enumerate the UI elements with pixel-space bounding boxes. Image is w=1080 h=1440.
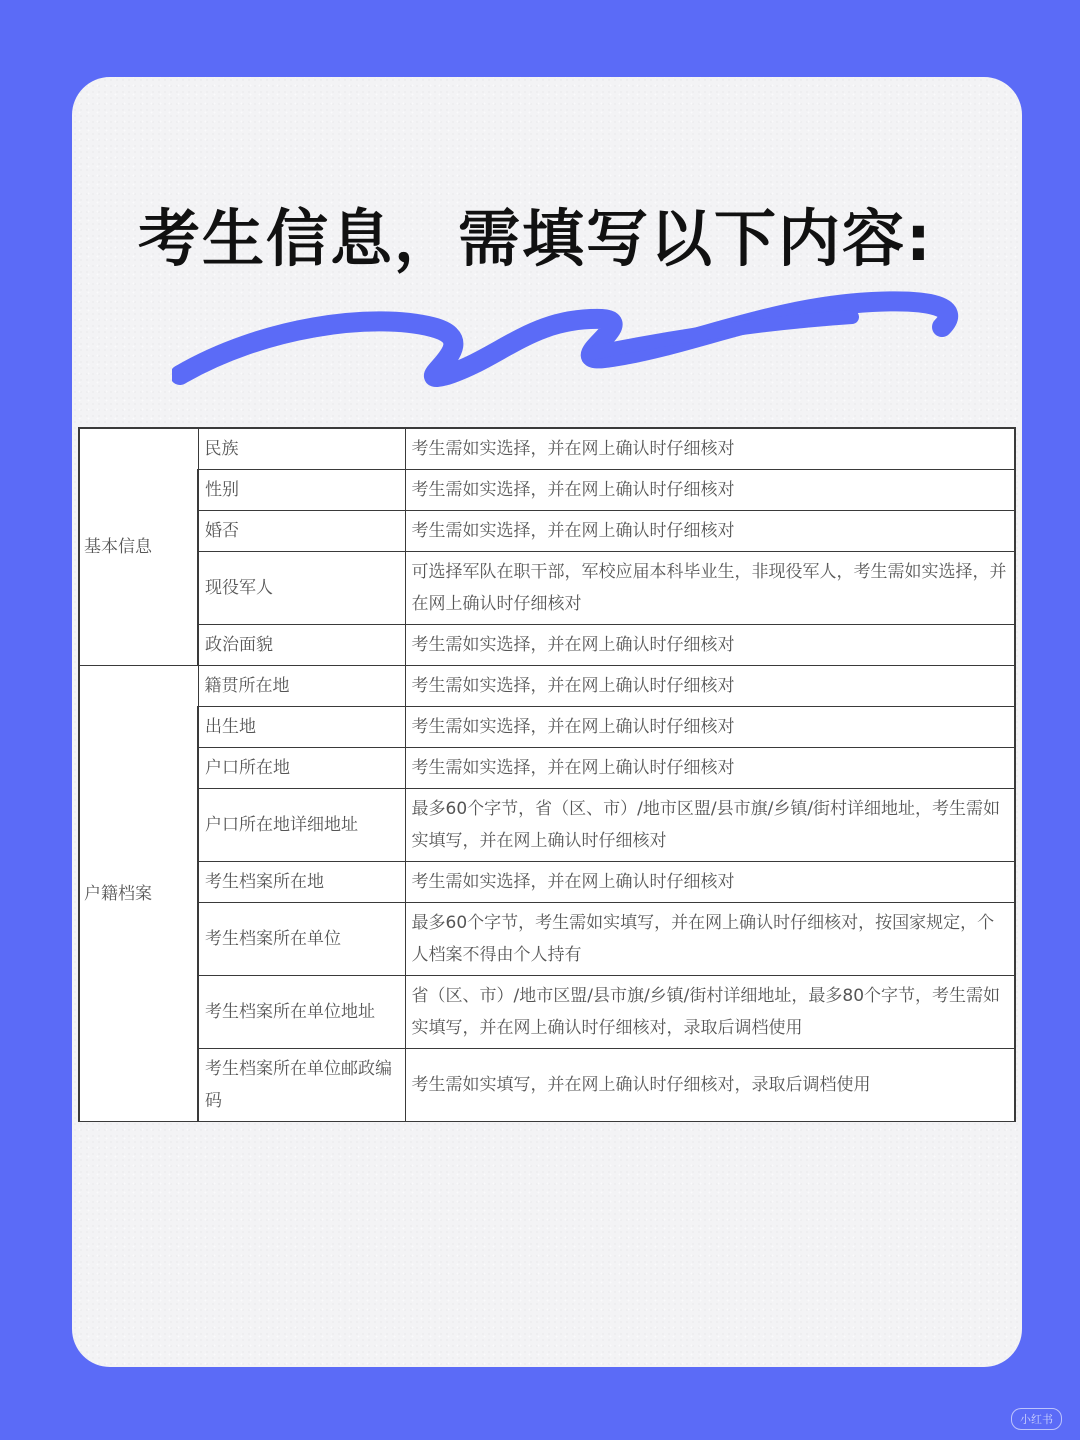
group-label: 基本信息 xyxy=(79,428,198,666)
field-name: 考生档案所在地 xyxy=(198,862,405,903)
table-row xyxy=(79,470,1015,511)
info-table-container xyxy=(78,427,1016,1122)
field-name: 政治面貌 xyxy=(198,625,405,666)
field-description: 最多60个字节，省（区、市）/地市区盟/县市旗/乡镇/街村详细地址，考生需如实填写，并在网上确认时仔细核对 xyxy=(405,789,1015,862)
field-description: 考生需如实选择，并在网上确认时仔细核对 xyxy=(405,470,1015,511)
field-name: 籍贯所在地 xyxy=(198,666,405,707)
table-row xyxy=(79,862,1015,903)
field-name: 户口所在地 xyxy=(198,748,405,789)
field-description: 省（区、市）/地市区盟/县市旗/乡镇/街村详细地址，最多80个字节，考生需如实填写，并在网上确认时仔细核对，录取后调档使用 xyxy=(405,976,1015,1049)
table-row xyxy=(79,428,1015,470)
brush-stroke-decoration xyxy=(172,257,972,407)
field-name: 考生档案所在单位 xyxy=(198,903,405,976)
table-row xyxy=(79,707,1015,748)
field-name: 民族 xyxy=(198,428,405,470)
table-row xyxy=(79,1049,1015,1122)
group-label: 户籍档案 xyxy=(79,666,198,1122)
table-row xyxy=(79,511,1015,552)
field-name: 考生档案所在单位地址 xyxy=(198,976,405,1049)
table-row xyxy=(79,903,1015,976)
field-description: 考生需如实选择，并在网上确认时仔细核对 xyxy=(405,748,1015,789)
field-description: 考生需如实选择，并在网上确认时仔细核对 xyxy=(405,625,1015,666)
field-description: 考生需如实选择，并在网上确认时仔细核对 xyxy=(405,428,1015,470)
table-row xyxy=(79,748,1015,789)
field-description: 考生需如实选择，并在网上确认时仔细核对 xyxy=(405,707,1015,748)
table-row xyxy=(79,976,1015,1049)
field-name: 考生档案所在单位邮政编码 xyxy=(198,1049,405,1122)
table-row xyxy=(79,666,1015,707)
field-name: 婚否 xyxy=(198,511,405,552)
field-name: 性别 xyxy=(198,470,405,511)
field-description: 考生需如实选择，并在网上确认时仔细核对 xyxy=(405,511,1015,552)
table-row xyxy=(79,552,1015,625)
field-name: 现役军人 xyxy=(198,552,405,625)
table-row xyxy=(79,625,1015,666)
field-description: 考生需如实选择，并在网上确认时仔细核对 xyxy=(405,666,1015,707)
field-description: 考生需如实填写，并在网上确认时仔细核对，录取后调档使用 xyxy=(405,1049,1015,1122)
content-card xyxy=(72,77,1022,1367)
watermark: 小红书 xyxy=(1011,1408,1062,1430)
field-description: 最多60个字节，考生需如实填写，并在网上确认时仔细核对，按国家规定，个人档案不得由个人持有 xyxy=(405,903,1015,976)
table-row xyxy=(79,789,1015,862)
page-title: 考生信息，需填写以下内容: xyxy=(138,202,933,275)
field-description: 可选择军队在职干部，军校应届本科毕业生，非现役军人，考生需如实选择，并在网上确认时仔细核对 xyxy=(405,552,1015,625)
info-table xyxy=(78,427,1016,1122)
field-name: 户口所在地详细地址 xyxy=(198,789,405,862)
field-name: 出生地 xyxy=(198,707,405,748)
field-description: 考生需如实选择，并在网上确认时仔细核对 xyxy=(405,862,1015,903)
